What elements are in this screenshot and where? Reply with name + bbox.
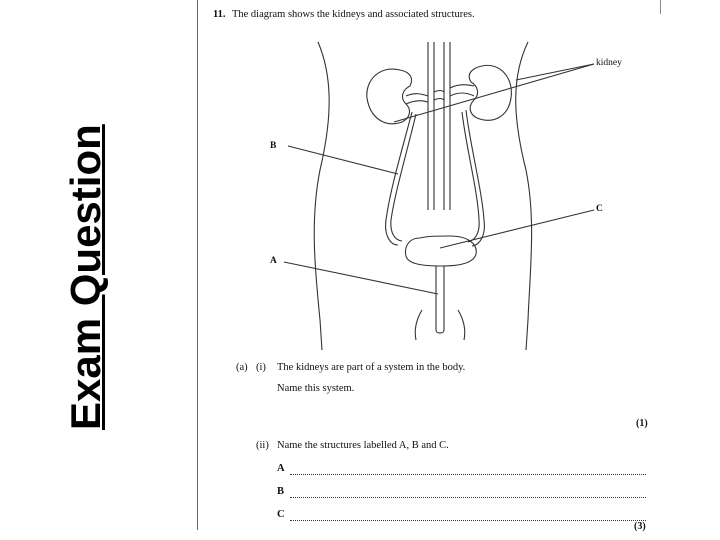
question-number: 11. (213, 9, 226, 20)
answer-b-letter: B (277, 486, 285, 497)
sub-ii-line1: Name the structures labelled A, B and C. (277, 440, 449, 451)
sub-i-marks: (1) (636, 418, 648, 429)
page-right-edge (660, 0, 661, 14)
right-kidney (469, 65, 511, 120)
leg-inner-right (458, 310, 465, 340)
label-a: A (270, 256, 277, 266)
kidney-diagram-drawing (200, 20, 660, 360)
question-text: The diagram shows the kidneys and associated structures. (231, 9, 475, 20)
left-kidney (367, 69, 412, 124)
kidney-leader-line-1 (516, 64, 594, 80)
body-outline-right (516, 42, 532, 350)
leg-inner-left (415, 310, 422, 340)
b-leader-line (288, 146, 398, 174)
sub-i-label: (i) (256, 362, 266, 373)
body-outline-left (314, 42, 329, 350)
left-renal-vein-top (406, 94, 428, 96)
answer-c-letter: C (277, 509, 285, 520)
left-renal-vein-bottom (406, 101, 428, 104)
sub-i-line1: The kidneys are part of a system in the body. (277, 362, 466, 373)
label-b: B (270, 141, 277, 151)
sub-ii-marks: (3) (634, 521, 646, 532)
a-leader-line (284, 262, 438, 294)
right-ureter-outer (466, 110, 484, 246)
right-renal-artery-top (450, 85, 474, 88)
vessel-connector-bottom (434, 99, 444, 101)
vessel-connector-top (434, 91, 444, 93)
question-header (213, 9, 475, 20)
answer-c-line[interactable] (290, 520, 646, 521)
c-leader-line (440, 210, 594, 248)
sub-i-line2: Name this system. (277, 383, 355, 394)
urethra-tip (436, 330, 444, 333)
label-c: C (596, 204, 603, 214)
right-ureter-inner (462, 112, 479, 242)
left-ureter-outer (386, 112, 412, 245)
answer-a-letter: A (277, 463, 285, 474)
kidney-leader-line-2 (394, 64, 594, 122)
bladder (406, 236, 477, 266)
kidney-label: kidney (596, 58, 622, 68)
slide-side-title: Exam Question (62, 124, 109, 430)
answer-a-line[interactable] (290, 474, 646, 475)
part-a-label: (a) (236, 362, 248, 373)
answer-b-line[interactable] (290, 497, 646, 498)
page-left-border (197, 0, 198, 530)
right-renal-artery-bottom (450, 93, 474, 96)
sub-ii-label: (ii) (256, 440, 269, 451)
kidney-diagram (200, 20, 660, 360)
